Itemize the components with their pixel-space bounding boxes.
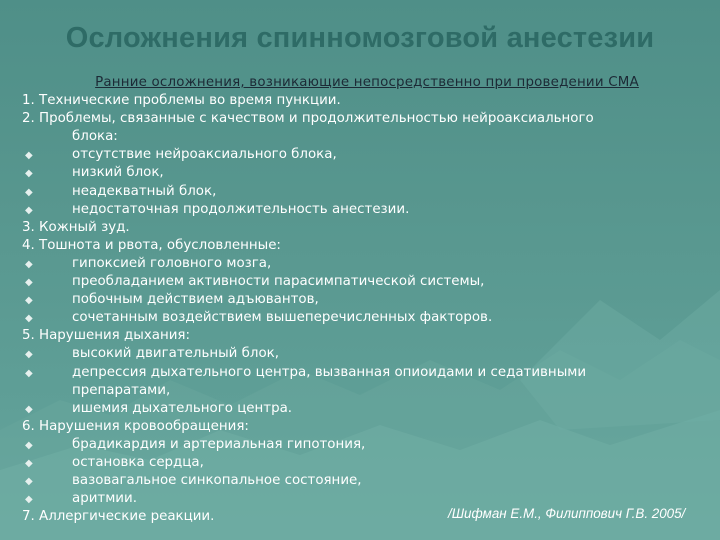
slide-content — [22, 74, 702, 526]
item-text: 5. Нарушения дыхания: — [22, 328, 190, 344]
bullet-item — [22, 436, 702, 454]
item-text: препаратами, — [72, 382, 171, 398]
item-text: неадекватный блок, — [72, 183, 217, 199]
continuation-line — [22, 382, 702, 400]
slide-title: Осложнения спинномозговой анестезии — [65, 22, 655, 54]
complication-list — [22, 92, 702, 526]
bullet-item — [22, 201, 702, 219]
item-text: сочетанным воздействием вышеперечисленных факторов. — [72, 310, 493, 326]
section-heading: Ранние осложнения, возникающие непосредственно при проведении СМА — [95, 75, 639, 90]
diamond-bullet-icon: ◆ — [25, 168, 33, 180]
item-text: недостаточная продолжительность анестезии. — [72, 201, 410, 217]
bullet-item — [22, 146, 702, 164]
numbered-item — [22, 327, 702, 345]
bullet-item — [22, 472, 702, 490]
numbered-item — [22, 237, 702, 255]
item-text: блока: — [72, 129, 118, 145]
bullet-item — [22, 345, 702, 363]
numbered-item — [22, 418, 702, 436]
continuation-line — [22, 128, 702, 146]
bullet-item — [22, 291, 702, 309]
item-text: преобладанием активности парасимпатической системы, — [72, 274, 485, 290]
item-text: остановка сердца, — [72, 454, 204, 470]
item-text: 2. Проблемы, связанные с качеством и продолжительностью нейроаксиального — [22, 111, 594, 127]
numbered-item — [22, 219, 702, 237]
bullet-item — [22, 400, 702, 418]
numbered-item — [22, 110, 702, 128]
diamond-bullet-icon: ◆ — [25, 313, 33, 325]
diamond-bullet-icon: ◆ — [25, 439, 33, 451]
item-text: 4. Тошнота и рвота, обусловленные: — [22, 237, 281, 253]
numbered-item — [22, 92, 702, 110]
item-text: брадикардия и артериальная гипотония, — [72, 436, 366, 452]
item-text: отсутствие нейроаксиального блока, — [72, 147, 337, 163]
diamond-bullet-icon: ◆ — [25, 258, 33, 270]
item-text: 7. Аллергические реакции. — [22, 509, 215, 525]
diamond-bullet-icon: ◆ — [25, 494, 33, 506]
item-text: гипоксией головного мозга, — [72, 255, 272, 271]
item-text: 1. Технические проблемы во время пункции. — [22, 93, 341, 109]
item-text: высокий двигательный блок, — [72, 346, 279, 362]
bullet-item — [22, 255, 702, 273]
diamond-bullet-icon: ◆ — [25, 277, 33, 289]
bullet-item — [22, 454, 702, 472]
item-text: аритмии. — [72, 491, 137, 507]
diamond-bullet-icon: ◆ — [25, 476, 33, 488]
item-text: ишемия дыхательного центра. — [72, 400, 293, 416]
diamond-bullet-icon: ◆ — [25, 367, 33, 379]
bullet-item — [22, 273, 702, 291]
item-text: 3. Кожный зуд. — [22, 219, 130, 235]
item-text: 6. Нарушения кровообращения: — [22, 418, 249, 434]
item-text: низкий блок, — [72, 165, 164, 181]
diamond-bullet-icon: ◆ — [25, 349, 33, 361]
bullet-item — [22, 364, 702, 382]
citation: /Шифман Е.М., Филиппович Г.В. 2005/ — [448, 506, 686, 521]
item-text: побочным действием адъювантов, — [72, 292, 319, 308]
bullet-item — [22, 164, 702, 182]
diamond-bullet-icon: ◆ — [25, 403, 33, 415]
diamond-bullet-icon: ◆ — [25, 457, 33, 469]
diamond-bullet-icon: ◆ — [25, 295, 33, 307]
item-text: депрессия дыхательного центра, вызванная опиоидами и седативными — [72, 364, 587, 380]
bullet-item — [22, 183, 702, 201]
item-text: вазовагальное синкопальное состояние, — [72, 473, 362, 489]
diamond-bullet-icon: ◆ — [25, 204, 33, 216]
diamond-bullet-icon: ◆ — [25, 186, 33, 198]
diamond-bullet-icon: ◆ — [25, 150, 33, 162]
bullet-item — [22, 309, 702, 327]
